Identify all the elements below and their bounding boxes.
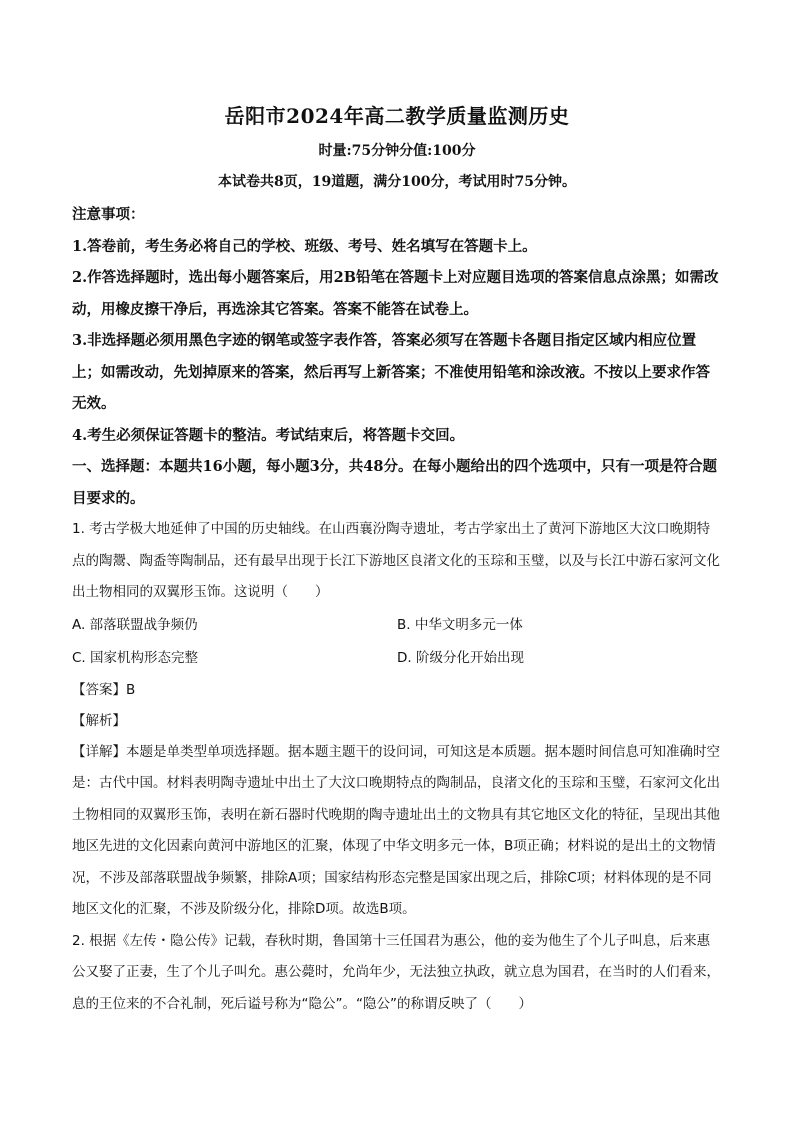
question-1-analysis-label: 【解析】 [72, 712, 126, 729]
section-heading: 一、选择题：本题共16小题，每小题3分，共48分。在每小题给出的四个选项中，只有一项是符合题目要求的。 [72, 458, 717, 507]
option-a: A. 部落联盟战争频仍 [72, 616, 198, 633]
question-1-stem: 1. 考古学极大地延伸了中国的历史轴线。在山西襄汾陶寺遗址，考古学家出土了黄河下游地区大汶口晚期特点的陶鬶、陶盉等陶制品，还有最早出现于长江下游地区良渚文化的玉琮和玉璧，以及与长江中游石家河文化出土物相同的双翼形玉饰。这说明（ ） [72, 521, 720, 600]
option-b: B. 中华文明多元一体 [397, 616, 523, 633]
notice-item: 2.作答选择题时，选出每小题答案后，用2B铅笔在答题卡上对应题目选项的答案信息点涂黑；如需改动，用橡皮擦干净后，再选涂其它答案。答案不能答在试卷上。 [72, 269, 719, 318]
notice-heading: 注意事项： [72, 206, 145, 223]
document-body [72, 199, 722, 1020]
question-1-options [72, 609, 722, 675]
exam-description: 本试卷共8页，19道题，满分100分，考试用时75分钟。 [218, 174, 576, 190]
notice-item: 1.答卷前，考生务必将自己的学校、班级、考号、姓名填写在答题卡上。 [72, 237, 537, 255]
question-2-stem: 2. 根据《左传・隐公传》记载，春秋时期，鲁国第十三任国君为惠公，他的妾为他生了个儿子叫息，后来惠公又娶了正妻，生了个儿子叫允。惠公薨时，允尚年少，无法独立执政，就立息为国君，在当时的人们看来，息的王位来的不合礼制，死后谥号称为“隐公”。“隐公”的称谓反映了（ ） [72, 932, 720, 1012]
option-c: C. 国家机构形态完整 [72, 649, 199, 666]
page-title: 岳阳市2024年高二教学质量监测历史 [224, 104, 570, 128]
question-1-detail: 【详解】本题是单类型单项选择题。据本题主题干的设问词，可知这是本质题。据本题时间信息可知准确时空是：古代中国。材料表明陶寺遗址中出土了大汶口晚期特点的陶制品，良渚文化的玉琮和玉璧，石家河文化出土物相同的双翼形玉饰，表明在新石器时代晚期的陶寺遗址出土的文物具有其它地区文化的特征，呈现出其他地区先进的文化因素向黄河中游地区的汇聚，体现了中华文明多元一体，B项正确；材料说的是出土的文物情况，不涉及部落联盟战争频繁，排除A项；国家结构形态完整是国家出现之后，排除C项；材料体现的是不同地区文化的汇聚，不涉及阶级分化，排除D项。故选B项。 [72, 743, 720, 917]
option-d: D. 阶级分化开始出现 [397, 649, 524, 666]
question-1-answer: 【答案】B [72, 681, 136, 698]
notice-item: 4.考生必须保证答题卡的整洁。考试结束后，将答题卡交回。 [72, 426, 465, 444]
notice-item: 3.非选择题必须用黑色字迹的钢笔或签字表作答，答案必须写在答题卡各题目指定区域内相应位置上；如需改动，先划掉原来的答案，然后再写上新答案；不准使用铅笔和涂改液。不按以上要求作答无效。 [72, 332, 710, 412]
exam-time-score: 时量:75分钟分值:100分 [318, 143, 476, 159]
